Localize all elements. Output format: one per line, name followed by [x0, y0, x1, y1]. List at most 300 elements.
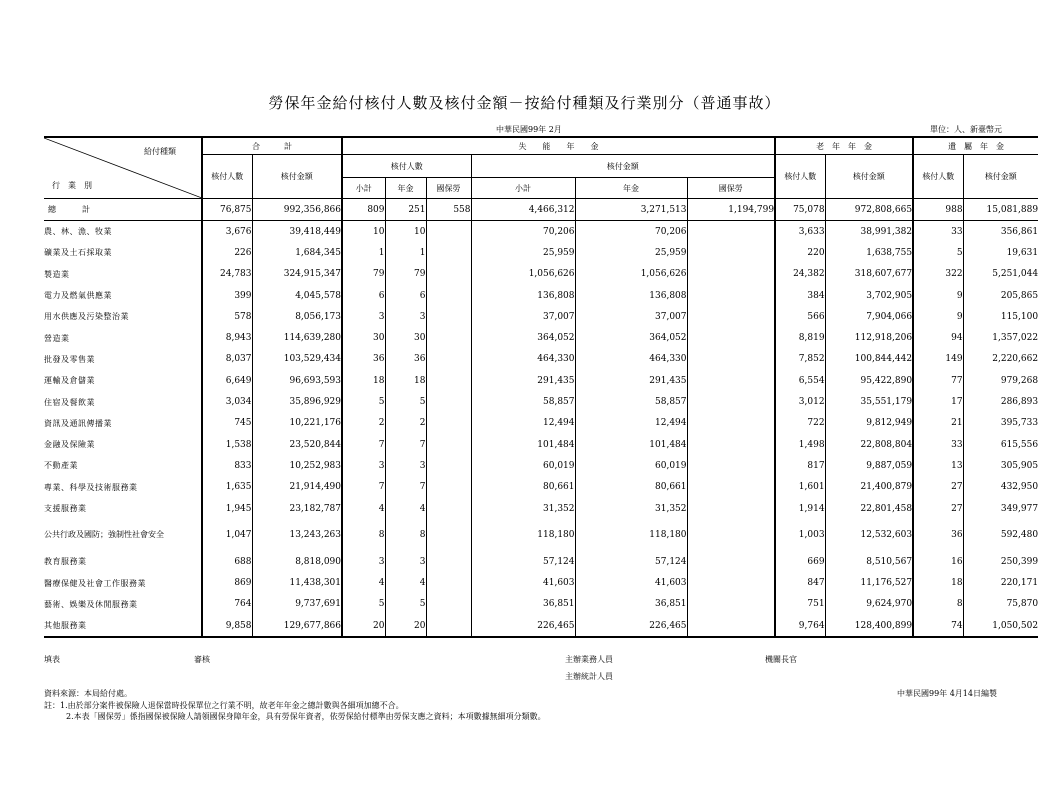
table-cell: 9,624,970 — [825, 594, 913, 615]
table-cell: 17 — [913, 391, 963, 412]
table-cell — [687, 391, 775, 412]
table-cell: 1,538 — [202, 434, 252, 455]
table-cell: 31,352 — [575, 498, 687, 519]
table-cell: 36 — [385, 349, 426, 370]
table-cell: 6 — [385, 285, 426, 306]
header-old-count: 核付人數 — [775, 155, 825, 199]
table-cell: 8,819 — [775, 327, 825, 348]
data-table — [44, 136, 1038, 638]
table-cell: 7 — [385, 434, 426, 455]
table-cell: 4,045,578 — [252, 285, 342, 306]
table-cell: 592,480 — [963, 519, 1038, 551]
table-cell: 101,484 — [471, 434, 575, 455]
table-cell: 6 — [342, 285, 385, 306]
table-row — [44, 242, 1038, 263]
table-cell: 8,818,090 — [252, 551, 342, 572]
row-label: 資訊及通訊傳播業 — [44, 418, 112, 428]
table-cell: 16 — [913, 551, 963, 572]
table-row — [44, 391, 1038, 412]
table-cell — [426, 391, 471, 412]
table-cell: 1 — [342, 242, 385, 263]
table-cell: 364,052 — [471, 327, 575, 348]
table-cell: 286,893 — [963, 391, 1038, 412]
row-label: 總 計 — [44, 199, 202, 221]
table-cell: 3,702,905 — [825, 285, 913, 306]
table-cell: 615,556 — [963, 434, 1038, 455]
footer-note-2: 2.本表「國保勞」係指國保被保險人請領國保身障年金，具有勞保年資者，依勞保給付標準由勞保支應之資料；本項數據無細項分類數。 — [66, 712, 546, 721]
table-row — [44, 221, 1038, 243]
table-cell: 13,243,263 — [252, 519, 342, 551]
table-cell: 80,661 — [575, 477, 687, 498]
table-cell: 12,532,603 — [825, 519, 913, 551]
table-cell: 399 — [202, 285, 252, 306]
table-cell: 74 — [913, 615, 963, 637]
table-row — [44, 413, 1038, 434]
table-cell: 115,100 — [963, 306, 1038, 327]
table-total-row — [44, 199, 1038, 221]
header-disability: 失 能 年 金 — [342, 137, 775, 155]
table-cell: 27 — [913, 498, 963, 519]
table-cell: 5 — [913, 242, 963, 263]
header-total-amount: 核付金額 — [252, 155, 342, 199]
table-row — [44, 327, 1038, 348]
table-cell: 3 — [342, 455, 385, 476]
table-cell: 9,737,691 — [252, 594, 342, 615]
table-cell — [426, 519, 471, 551]
table-cell — [687, 264, 775, 285]
table-cell: 23,520,844 — [252, 434, 342, 455]
table-cell: 7,852 — [775, 349, 825, 370]
table-cell: 722 — [775, 413, 825, 434]
table-cell: 114,639,280 — [252, 327, 342, 348]
table-cell: 1,056,626 — [575, 264, 687, 285]
table-cell: 764 — [202, 594, 252, 615]
table-row — [44, 306, 1038, 327]
table-cell: 10,221,176 — [252, 413, 342, 434]
table-cell: 21,914,490 — [252, 477, 342, 498]
header-surv-amount: 核付金額 — [963, 155, 1038, 199]
table-row — [44, 370, 1038, 391]
header-total-count: 核付人數 — [202, 155, 252, 199]
table-cell: 35,896,929 — [252, 391, 342, 412]
row-label: 農、林、漁、牧業 — [44, 227, 112, 237]
table-cell: 149 — [913, 349, 963, 370]
table-cell — [687, 551, 775, 572]
table-cell: 4,466,312 — [471, 199, 575, 221]
table-cell: 20 — [385, 615, 426, 637]
table-cell: 5 — [342, 391, 385, 412]
table-cell — [426, 572, 471, 593]
table-cell — [687, 242, 775, 263]
table-row — [44, 455, 1038, 476]
table-cell: 20 — [342, 615, 385, 637]
table-row — [44, 285, 1038, 306]
table-cell: 24,783 — [202, 264, 252, 285]
table-cell — [426, 455, 471, 476]
table-cell: 817 — [775, 455, 825, 476]
header-annuity-amount: 年金 — [575, 178, 687, 199]
header-old-amount: 核付金額 — [825, 155, 913, 199]
table-cell: 79 — [385, 264, 426, 285]
table-cell: 30 — [342, 327, 385, 348]
table-cell: 3 — [385, 455, 426, 476]
table-cell: 4 — [385, 572, 426, 593]
row-label: 礦業及土石採取業 — [44, 248, 112, 258]
table-cell: 33 — [913, 221, 963, 243]
table-cell: 7 — [385, 477, 426, 498]
table-cell: 21,400,879 — [825, 477, 913, 498]
table-cell — [426, 264, 471, 285]
table-cell — [426, 498, 471, 519]
header-corner — [44, 137, 202, 199]
table-cell: 18 — [385, 370, 426, 391]
table-cell — [426, 285, 471, 306]
table-cell: 30 — [385, 327, 426, 348]
table-cell — [687, 477, 775, 498]
header-national: 國保勞 — [426, 178, 471, 199]
table-cell: 318,607,677 — [825, 264, 913, 285]
table-cell: 464,330 — [575, 349, 687, 370]
table-cell: 220,171 — [963, 572, 1038, 593]
table-cell: 129,677,866 — [252, 615, 342, 637]
table-cell: 36,851 — [471, 594, 575, 615]
table-cell: 58,857 — [471, 391, 575, 412]
table-cell: 226,465 — [471, 615, 575, 637]
header-national-amount: 國保勞 — [687, 178, 775, 199]
table-cell: 305,905 — [963, 455, 1038, 476]
header-corner-top: 給付種類 — [144, 147, 176, 156]
table-cell: 322 — [913, 264, 963, 285]
table-cell: 6,649 — [202, 370, 252, 391]
table-cell: 36,851 — [575, 594, 687, 615]
table-cell — [687, 498, 775, 519]
row-label: 電力及燃氣供應業 — [44, 291, 112, 301]
table-cell: 1,194,799 — [687, 199, 775, 221]
table-cell: 136,808 — [471, 285, 575, 306]
row-label: 支援服務業 — [44, 504, 87, 513]
header-subtotal: 小計 — [342, 178, 385, 199]
table-cell — [687, 285, 775, 306]
table-cell: 3 — [385, 306, 426, 327]
table-cell: 2 — [342, 413, 385, 434]
header-annuity: 年金 — [385, 178, 426, 199]
table-cell — [687, 434, 775, 455]
table-cell: 60,019 — [471, 455, 575, 476]
table-cell: 37,007 — [575, 306, 687, 327]
table-cell: 8 — [385, 519, 426, 551]
row-label: 用水供應及污染整治業 — [44, 312, 129, 322]
table-cell: 15,081,889 — [963, 199, 1038, 221]
table-cell: 35,551,179 — [825, 391, 913, 412]
table-cell: 5,251,044 — [963, 264, 1038, 285]
table-cell: 70,206 — [575, 221, 687, 243]
table-cell — [687, 306, 775, 327]
table-cell — [426, 477, 471, 498]
table-cell: 101,484 — [575, 434, 687, 455]
table-cell: 25,959 — [471, 242, 575, 263]
table-cell: 4 — [342, 498, 385, 519]
table-cell: 5 — [342, 594, 385, 615]
header-total: 合 計 — [202, 137, 342, 155]
table-cell: 1,357,022 — [963, 327, 1038, 348]
table-cell: 39,418,449 — [252, 221, 342, 243]
header-corner-bottom: 行 業 別 — [52, 181, 92, 190]
table-cell — [426, 370, 471, 391]
table-cell: 972,808,665 — [825, 199, 913, 221]
table-cell: 8,943 — [202, 327, 252, 348]
table-cell — [687, 349, 775, 370]
table-cell: 112,918,206 — [825, 327, 913, 348]
table-cell: 75,078 — [775, 199, 825, 221]
table-cell: 7 — [342, 477, 385, 498]
table-row — [44, 551, 1038, 572]
table-cell: 688 — [202, 551, 252, 572]
footer-reviewer: 審核 — [194, 655, 210, 664]
table-cell: 21 — [913, 413, 963, 434]
table-cell: 1,638,755 — [825, 242, 913, 263]
table-cell: 8,510,567 — [825, 551, 913, 572]
footer-business: 主辦業務人員 — [565, 655, 613, 664]
table-cell: 809 — [342, 199, 385, 221]
header-dis-count: 核付人數 — [342, 155, 471, 178]
table-cell: 2 — [385, 413, 426, 434]
report-date: 中華民國99年 2月 — [496, 125, 562, 134]
table-cell — [426, 434, 471, 455]
table-cell: 100,844,442 — [825, 349, 913, 370]
table-cell: 11,176,527 — [825, 572, 913, 593]
table-cell: 128,400,899 — [825, 615, 913, 637]
table-cell: 992,356,866 — [252, 199, 342, 221]
table-cell: 558 — [426, 199, 471, 221]
row-label: 藝術、娛樂及休閒服務業 — [44, 599, 138, 609]
table-cell: 8 — [913, 594, 963, 615]
row-label: 運輸及倉儲業 — [44, 376, 95, 386]
table-cell: 5 — [385, 594, 426, 615]
table-cell: 8 — [342, 519, 385, 551]
table-cell: 1,945 — [202, 498, 252, 519]
row-label: 醫療保健及社會工作服務業 — [44, 578, 146, 588]
table-cell: 19,631 — [963, 242, 1038, 263]
table-cell: 12,494 — [575, 413, 687, 434]
table-cell — [687, 455, 775, 476]
table-cell: 384 — [775, 285, 825, 306]
table-cell: 136,808 — [575, 285, 687, 306]
table-row — [44, 519, 1038, 551]
table-cell: 356,861 — [963, 221, 1038, 243]
table-cell — [687, 615, 775, 637]
table-cell: 1,684,345 — [252, 242, 342, 263]
table-cell: 3 — [342, 551, 385, 572]
unit-label: 單位：人、新臺幣元 — [930, 125, 1002, 134]
table-cell: 324,915,347 — [252, 264, 342, 285]
table-cell: 3,034 — [202, 391, 252, 412]
row-label: 其他服務業 — [44, 615, 202, 637]
table-cell: 57,124 — [471, 551, 575, 572]
table-cell: 847 — [775, 572, 825, 593]
table-cell — [687, 413, 775, 434]
table-cell: 7 — [342, 434, 385, 455]
table-row — [44, 615, 1038, 637]
table-row — [44, 264, 1038, 285]
table-cell: 833 — [202, 455, 252, 476]
table-cell: 18 — [342, 370, 385, 391]
footer-statistics: 主辦統計人員 — [565, 672, 613, 681]
table-cell: 95,422,890 — [825, 370, 913, 391]
table-cell — [426, 242, 471, 263]
table-cell: 9,764 — [775, 615, 825, 637]
header-survivor: 遺 屬 年 金 — [913, 137, 1038, 155]
table-cell: 395,733 — [963, 413, 1038, 434]
table-cell: 1,047 — [202, 519, 252, 551]
table-cell: 96,693,593 — [252, 370, 342, 391]
table-cell — [687, 370, 775, 391]
table-cell: 7,904,066 — [825, 306, 913, 327]
table-cell: 75,870 — [963, 594, 1038, 615]
table-cell: 31,352 — [471, 498, 575, 519]
row-label: 金融及保險業 — [44, 440, 95, 450]
header-oldage: 老 年 年 金 — [775, 137, 913, 155]
table-cell: 1,914 — [775, 498, 825, 519]
table-row — [44, 594, 1038, 615]
table-cell: 291,435 — [471, 370, 575, 391]
table-cell: 5 — [385, 391, 426, 412]
table-cell: 12,494 — [471, 413, 575, 434]
table-cell: 1,056,626 — [471, 264, 575, 285]
table-cell: 22,808,804 — [825, 434, 913, 455]
table-cell: 57,124 — [575, 551, 687, 572]
table-cell: 226,465 — [575, 615, 687, 637]
table-cell: 25,959 — [575, 242, 687, 263]
table-cell: 94 — [913, 327, 963, 348]
table-cell — [426, 327, 471, 348]
row-label: 製造業 — [44, 269, 70, 279]
table-row — [44, 498, 1038, 519]
table-cell: 869 — [202, 572, 252, 593]
table-cell: 1,050,502 — [963, 615, 1038, 637]
table-cell: 37,007 — [471, 306, 575, 327]
table-cell: 22,801,458 — [825, 498, 913, 519]
header-dis-amount: 核付金額 — [471, 155, 775, 178]
table-cell: 4 — [385, 498, 426, 519]
table-cell: 751 — [775, 594, 825, 615]
row-label: 營造業 — [44, 333, 70, 343]
table-cell: 3,012 — [775, 391, 825, 412]
table-cell: 220 — [775, 242, 825, 263]
table-cell — [687, 327, 775, 348]
table-cell: 36 — [913, 519, 963, 551]
table-cell: 745 — [202, 413, 252, 434]
header-subtotal-amount: 小計 — [471, 178, 575, 199]
table-cell: 58,857 — [575, 391, 687, 412]
row-label: 不動產業 — [44, 461, 78, 471]
table-cell: 10 — [385, 221, 426, 243]
table-row — [44, 477, 1038, 498]
table-cell: 10,252,983 — [252, 455, 342, 476]
table-cell: 3,676 — [202, 221, 252, 243]
table-body — [44, 199, 1038, 638]
row-label: 公共行政及國防；強制性社會安全 — [44, 530, 164, 540]
table-cell: 1 — [385, 242, 426, 263]
table-cell: 988 — [913, 199, 963, 221]
table-cell: 11,438,301 — [252, 572, 342, 593]
table-cell: 1,498 — [775, 434, 825, 455]
table-cell: 226 — [202, 242, 252, 263]
table-cell — [687, 519, 775, 551]
table-cell — [687, 221, 775, 243]
table-cell: 9 — [913, 285, 963, 306]
table-row — [44, 349, 1038, 370]
table-cell: 979,268 — [963, 370, 1038, 391]
table-cell: 24,382 — [775, 264, 825, 285]
table-cell: 9,858 — [202, 615, 252, 637]
report-title: 勞保年金給付核付人數及核付金額－按給付種類及行業別分（普通事故） — [268, 94, 781, 112]
table-cell: 349,977 — [963, 498, 1038, 519]
table-cell: 3,633 — [775, 221, 825, 243]
table-cell: 36 — [342, 349, 385, 370]
table-cell: 41,603 — [471, 572, 575, 593]
table-cell: 8,037 — [202, 349, 252, 370]
table-cell: 1,003 — [775, 519, 825, 551]
footer-note-1: 註：1.由於部分案件被保險人退保當時投保單位之行業不明，故老年年金之總計數與各細項加總不合。 — [44, 701, 404, 710]
table-cell: 1,635 — [202, 477, 252, 498]
row-label: 批發及零售業 — [44, 354, 95, 364]
table-cell: 8,056,173 — [252, 306, 342, 327]
table-cell: 3,271,513 — [575, 199, 687, 221]
table-cell: 38,991,382 — [825, 221, 913, 243]
table-row — [44, 434, 1038, 455]
table-cell: 23,182,787 — [252, 498, 342, 519]
table-cell: 578 — [202, 306, 252, 327]
table-cell: 1,601 — [775, 477, 825, 498]
table-cell: 9,812,949 — [825, 413, 913, 434]
table-row — [44, 572, 1038, 593]
table-cell: 118,180 — [575, 519, 687, 551]
table-cell: 9 — [913, 306, 963, 327]
table-cell — [426, 349, 471, 370]
table-cell: 6,554 — [775, 370, 825, 391]
table-cell: 79 — [342, 264, 385, 285]
table-cell: 103,529,434 — [252, 349, 342, 370]
header-surv-count: 核付人數 — [913, 155, 963, 199]
row-label: 住宿及餐飲業 — [44, 397, 95, 407]
footer-compiled: 中華民國99年 4月14日編製 — [897, 689, 997, 698]
table-cell: 9,887,059 — [825, 455, 913, 476]
table-cell: 118,180 — [471, 519, 575, 551]
table-cell: 27 — [913, 477, 963, 498]
table-cell — [687, 572, 775, 593]
table-cell: 33 — [913, 434, 963, 455]
row-label: 專業、科學及技術服務業 — [44, 482, 138, 492]
table-cell: 432,950 — [963, 477, 1038, 498]
table-cell: 77 — [913, 370, 963, 391]
table-cell: 10 — [342, 221, 385, 243]
table-cell: 464,330 — [471, 349, 575, 370]
table-cell — [426, 306, 471, 327]
table-cell — [426, 221, 471, 243]
table-cell: 80,661 — [471, 477, 575, 498]
table-cell: 13 — [913, 455, 963, 476]
table-cell — [426, 551, 471, 572]
table-cell — [426, 594, 471, 615]
table-cell — [426, 413, 471, 434]
table-cell: 3 — [385, 551, 426, 572]
table-cell: 41,603 — [575, 572, 687, 593]
table-cell: 70,206 — [471, 221, 575, 243]
table-cell: 291,435 — [575, 370, 687, 391]
table-cell: 2,220,662 — [963, 349, 1038, 370]
table-cell: 60,019 — [575, 455, 687, 476]
table-cell: 3 — [342, 306, 385, 327]
